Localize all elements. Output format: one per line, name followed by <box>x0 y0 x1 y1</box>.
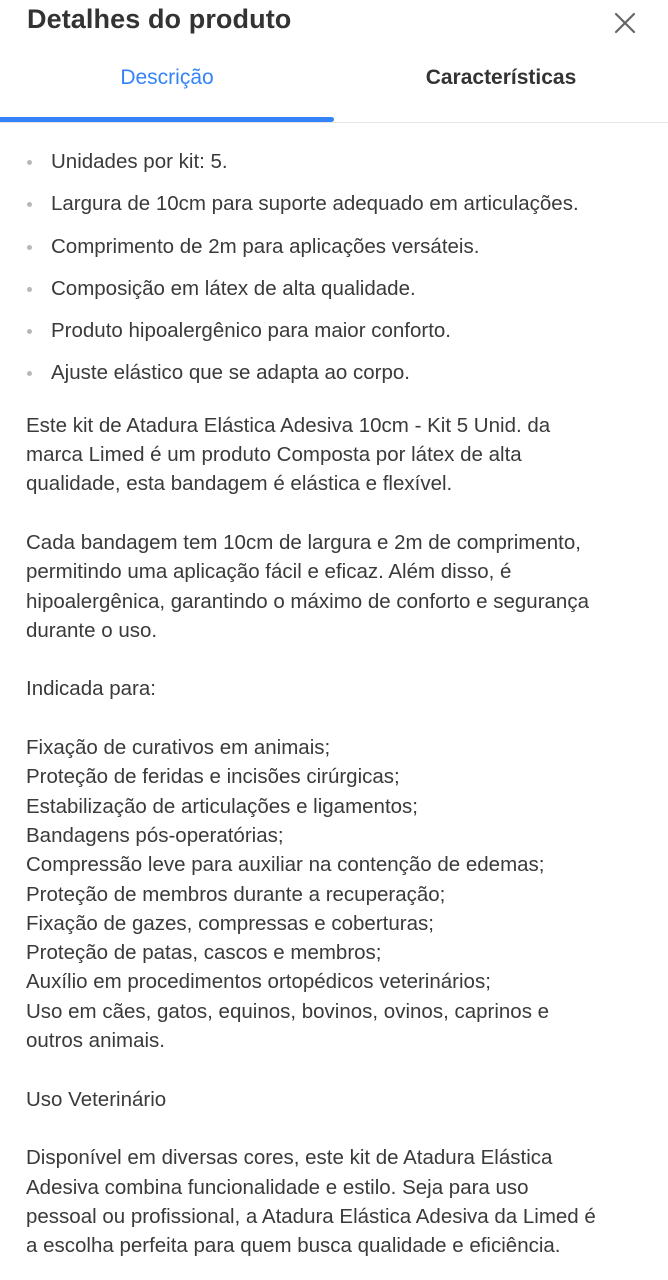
active-tab-indicator <box>0 117 334 122</box>
description-paragraph: Disponível em diversas cores, este kit de Atadura Elástica Adesiva combina funcionalidade e estilo. Seja para uso pessoal ou profissional, a Atadura Elástica Adesiva da Limed é a escolha perfeita para quem busca qualidade e eficiência. <box>26 1146 596 1258</box>
indications-list: Fixação de curativos em animais; Proteção de feridas e incisões cirúrgicas; Estabilização de articulações e ligamentos; Bandagens pós-operatórias; Compressão leve para auxiliar na contenção de edemas; Proteção de membros durante a recuperação; Fixação de gazes, compressas e coberturas; Proteção de patas, cascos e membros; Auxílio em procedimentos ortopédicos veterinários; Uso em cães, gatos, equinos, bovinos, ovinos, caprinos e outros animais. <box>26 736 550 1053</box>
list-item-text: Composição em látex de alta qualidade. <box>51 276 416 300</box>
bullet-icon <box>27 371 32 376</box>
list-item <box>26 270 646 312</box>
list-item-text: Unidades por kit: 5. <box>51 150 228 173</box>
list-item-text: Ajuste elástico que se adapta ao corpo. <box>51 361 410 385</box>
close-icon <box>610 8 640 38</box>
modal-title: Detalhes do produto <box>27 4 292 34</box>
list-item <box>26 185 646 227</box>
bullet-icon <box>27 287 32 292</box>
list-item <box>26 354 646 396</box>
modal-header <box>0 0 668 50</box>
list-item-text: Comprimento de 2m para aplicações versáteis. <box>51 234 480 258</box>
tab-descricao[interactable]: Descrição <box>120 66 214 89</box>
tab-bar <box>0 55 668 123</box>
usage-note: Uso Veterinário <box>26 1087 167 1111</box>
description-content <box>26 143 646 1260</box>
bullet-icon <box>27 245 32 250</box>
indications-heading: Indicada para: <box>26 677 156 701</box>
list-item-text: Produto hipoalergênico para maior conforto. <box>51 319 451 343</box>
list-item <box>26 228 646 270</box>
tab-caracteristicas[interactable]: Características <box>425 66 577 89</box>
bullet-icon <box>27 329 32 334</box>
list-item <box>26 312 646 354</box>
bullet-icon <box>27 160 32 165</box>
close-button[interactable] <box>610 8 640 38</box>
description-paragraph: Este kit de Atadura Elástica Adesiva 10cm - Kit 5 Unid. da marca Limed é um produto Composta por látex de alta qualidade, esta bandagem é elástica e flexível. <box>26 413 551 496</box>
bullet-icon <box>27 202 32 207</box>
list-item <box>26 143 646 185</box>
list-item-text: Largura de 10cm para suporte adequado em articulações. <box>51 192 579 216</box>
feature-list <box>26 143 646 397</box>
description-paragraph: Cada bandagem tem 10cm de largura e 2m de comprimento, permitindo uma aplicação fácil e eficaz. Além disso, é hipoalergênica, garantindo o máximo de conforto e segurança durante o uso. <box>26 530 589 642</box>
